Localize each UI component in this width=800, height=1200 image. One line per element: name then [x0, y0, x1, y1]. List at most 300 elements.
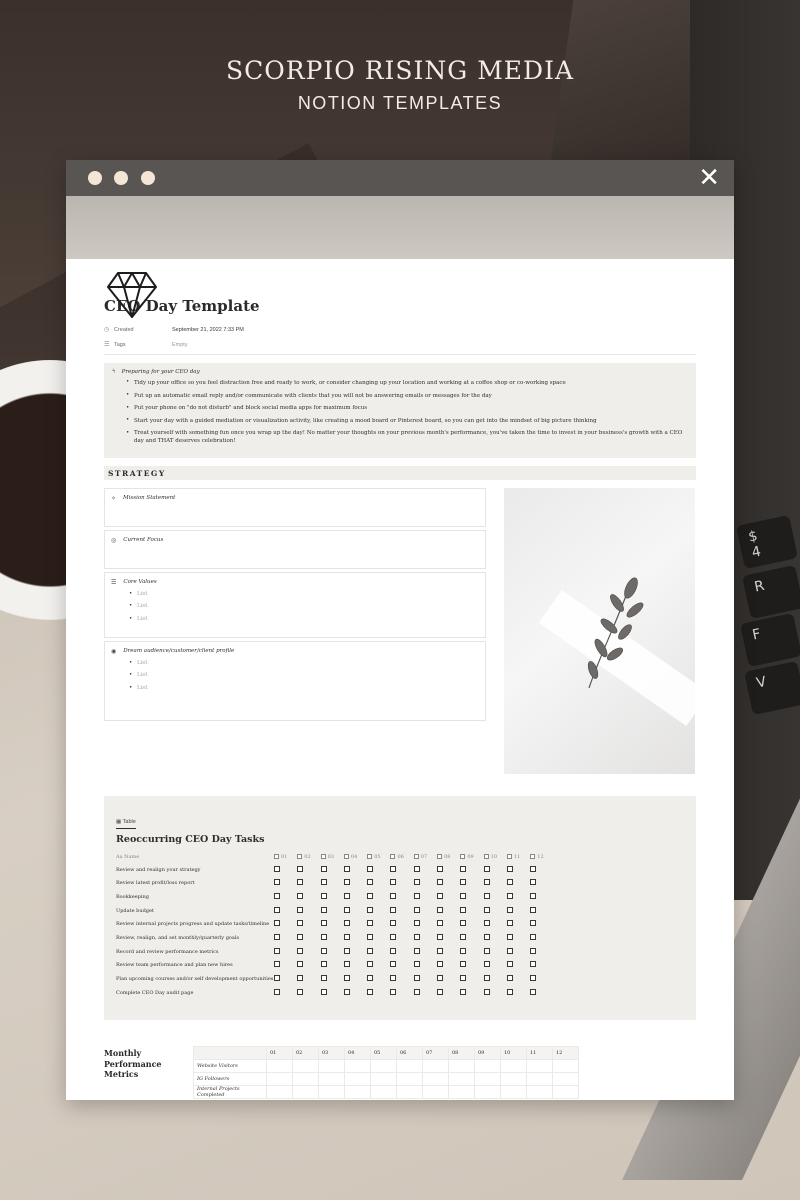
- task-checkbox[interactable]: [414, 920, 420, 926]
- task-checkbox[interactable]: [484, 948, 490, 954]
- task-name[interactable]: Complete CEO Day audit page: [116, 989, 194, 996]
- metrics-row: [194, 1085, 579, 1098]
- task-name[interactable]: Review latest profit/loss report: [116, 880, 195, 887]
- task-checkbox[interactable]: [390, 907, 396, 913]
- task-checkbox[interactable]: [297, 934, 303, 940]
- task-cell: [530, 879, 553, 887]
- person-icon: ◉: [111, 647, 117, 655]
- metrics-row-label[interactable]: Website Visitors: [194, 1059, 267, 1072]
- task-cell: [507, 934, 530, 942]
- metrics-cell[interactable]: [397, 1072, 423, 1085]
- task-cell: [507, 989, 530, 997]
- task-checkbox[interactable]: [344, 961, 350, 967]
- task-checkbox[interactable]: [274, 920, 280, 926]
- column-header-12[interactable]: [530, 854, 553, 860]
- card-heading: [111, 648, 479, 655]
- card-title: Dream audience/customer/client profile: [123, 648, 235, 655]
- task-checkbox[interactable]: [367, 948, 373, 954]
- task-checkbox[interactable]: [507, 948, 513, 954]
- task-checkbox[interactable]: [460, 961, 466, 967]
- metrics-column-header[interactable]: 08: [449, 1046, 475, 1059]
- task-checkbox[interactable]: [390, 934, 396, 940]
- task-name[interactable]: Review and realign your strategy: [116, 866, 201, 873]
- table-row[interactable]: [116, 986, 684, 1000]
- task-name[interactable]: Review, realign, and set monthly/quarterly goals: [116, 935, 240, 942]
- checkbox-type-icon: [297, 854, 302, 859]
- task-name[interactable]: Update budget: [116, 907, 154, 914]
- metrics-row: [194, 1072, 579, 1085]
- callout-heading: [112, 369, 688, 377]
- tab-table[interactable]: [116, 819, 136, 829]
- list-item[interactable]: • List: [129, 603, 479, 609]
- task-checkbox[interactable]: [460, 866, 466, 872]
- task-checkbox[interactable]: [530, 866, 536, 872]
- task-checkbox[interactable]: [390, 879, 396, 885]
- table-row[interactable]: [116, 931, 684, 945]
- task-checkbox[interactable]: [460, 948, 466, 954]
- task-checkbox[interactable]: [390, 989, 396, 995]
- metrics-cell[interactable]: [319, 1072, 345, 1085]
- close-icon[interactable]: ✕: [698, 163, 720, 193]
- task-checkbox[interactable]: [530, 948, 536, 954]
- metrics-column-header[interactable]: 05: [371, 1046, 397, 1059]
- metrics-body: [194, 1059, 579, 1098]
- task-cell: [367, 961, 390, 969]
- task-checkbox[interactable]: [367, 879, 373, 885]
- task-cell: [437, 907, 460, 915]
- metrics-column-header[interactable]: 02: [293, 1046, 319, 1059]
- table-row[interactable]: [116, 945, 684, 959]
- card-dream-audience[interactable]: [104, 641, 486, 721]
- brand-header: [0, 56, 800, 114]
- task-checkbox[interactable]: [390, 920, 396, 926]
- task-checkbox[interactable]: [344, 934, 350, 940]
- task-name[interactable]: Bookkeeping: [116, 893, 149, 900]
- task-checkbox[interactable]: [460, 920, 466, 926]
- list-item[interactable]: • List: [129, 591, 479, 597]
- task-cell: [460, 907, 483, 915]
- metrics-column-header[interactable]: 12: [553, 1046, 579, 1059]
- task-checkbox[interactable]: [297, 961, 303, 967]
- task-checkbox[interactable]: [297, 893, 303, 899]
- task-checkbox[interactable]: [414, 975, 420, 981]
- column-header-03[interactable]: [321, 854, 344, 860]
- column-header-label: 09: [467, 853, 474, 860]
- task-cell: [390, 893, 413, 901]
- task-checkbox[interactable]: [507, 920, 513, 926]
- property-created[interactable]: [104, 322, 696, 337]
- task-checkbox[interactable]: [297, 866, 303, 872]
- task-checkbox[interactable]: [297, 975, 303, 981]
- card-current-focus[interactable]: [104, 530, 486, 569]
- metrics-cell[interactable]: [553, 1059, 579, 1072]
- task-cell: [274, 975, 297, 983]
- metrics-cell[interactable]: [345, 1085, 371, 1098]
- metrics-cell[interactable]: [319, 1059, 345, 1072]
- task-checkbox[interactable]: [274, 879, 280, 885]
- metrics-cell[interactable]: [527, 1085, 553, 1098]
- sparkle-icon: ✧: [111, 494, 117, 502]
- task-checkbox[interactable]: [321, 961, 327, 967]
- task-checkbox[interactable]: [297, 948, 303, 954]
- metrics-column-header[interactable]: 04: [345, 1046, 371, 1059]
- task-cell: [321, 989, 344, 997]
- task-checkbox[interactable]: [437, 907, 443, 913]
- task-cell: [530, 866, 553, 874]
- task-checkbox[interactable]: [390, 961, 396, 967]
- task-checkbox[interactable]: [414, 948, 420, 954]
- window-dot-1[interactable]: [88, 171, 102, 185]
- column-header-09[interactable]: [460, 854, 483, 860]
- task-checkbox[interactable]: [297, 879, 303, 885]
- task-checkbox[interactable]: [460, 934, 466, 940]
- metrics-cell[interactable]: [527, 1072, 553, 1085]
- column-header-05[interactable]: [367, 854, 390, 860]
- metrics-cell[interactable]: [267, 1085, 293, 1098]
- metrics-column-header[interactable]: 11: [527, 1046, 553, 1059]
- task-checkbox[interactable]: [367, 961, 373, 967]
- metrics-cell[interactable]: [397, 1085, 423, 1098]
- task-cell: [390, 961, 413, 969]
- key-v: V: [744, 661, 800, 715]
- task-checkbox[interactable]: [297, 907, 303, 913]
- metrics-column-header[interactable]: 07: [423, 1046, 449, 1059]
- task-cell: [414, 989, 437, 997]
- task-cell: [414, 948, 437, 956]
- tasks-table-title: Reoccurring CEO Day Tasks: [116, 833, 265, 845]
- metrics-cell[interactable]: [475, 1085, 501, 1098]
- window-dot-3[interactable]: [141, 171, 155, 185]
- metrics-cell[interactable]: [267, 1059, 293, 1072]
- task-cell: [460, 934, 483, 942]
- task-cell: [460, 866, 483, 874]
- task-checkbox[interactable]: [367, 893, 373, 899]
- task-checkbox[interactable]: [460, 893, 466, 899]
- task-name[interactable]: Review internal projects progress and update tasks/timeline: [116, 921, 270, 928]
- column-header-label: 10: [490, 853, 498, 860]
- task-checkbox[interactable]: [367, 907, 373, 913]
- metrics-cell[interactable]: [475, 1059, 501, 1072]
- task-checkbox[interactable]: [414, 961, 420, 967]
- metrics-cell[interactable]: [423, 1085, 449, 1098]
- task-checkbox[interactable]: [507, 934, 513, 940]
- task-checkbox[interactable]: [484, 961, 490, 967]
- metrics-cell[interactable]: [371, 1072, 397, 1085]
- metrics-cell[interactable]: [371, 1059, 397, 1072]
- task-checkbox[interactable]: [367, 920, 373, 926]
- column-header-06[interactable]: [390, 854, 413, 860]
- task-checkbox[interactable]: [484, 989, 490, 995]
- table-row[interactable]: [116, 863, 684, 877]
- task-checkbox[interactable]: [274, 989, 280, 995]
- checkbox-type-icon: [507, 854, 512, 859]
- task-checkbox[interactable]: [484, 893, 490, 899]
- laptop-keys: [734, 460, 800, 760]
- task-checkbox[interactable]: [530, 893, 536, 899]
- task-checkbox[interactable]: [530, 907, 536, 913]
- task-cell: [507, 893, 530, 901]
- task-checkbox[interactable]: [414, 907, 420, 913]
- task-checkbox[interactable]: [390, 893, 396, 899]
- task-checkbox[interactable]: [484, 866, 490, 872]
- task-checkbox[interactable]: [321, 934, 327, 940]
- task-checkbox[interactable]: [390, 948, 396, 954]
- metrics-cell[interactable]: [293, 1072, 319, 1085]
- task-checkbox[interactable]: [484, 879, 490, 885]
- column-header-11[interactable]: [507, 854, 530, 860]
- task-checkbox[interactable]: [530, 961, 536, 967]
- task-checkbox[interactable]: [344, 989, 350, 995]
- task-checkbox[interactable]: [507, 975, 513, 981]
- task-cell: [484, 948, 507, 956]
- metrics-cell[interactable]: [397, 1059, 423, 1072]
- task-cell: [367, 948, 390, 956]
- task-checkbox[interactable]: [344, 975, 350, 981]
- task-checkbox[interactable]: [414, 866, 420, 872]
- column-header-07[interactable]: [414, 854, 437, 860]
- tab-table-label: Table: [122, 818, 136, 825]
- metrics-cell[interactable]: [501, 1059, 527, 1072]
- metrics-cell[interactable]: [423, 1072, 449, 1085]
- task-checkbox[interactable]: [530, 920, 536, 926]
- task-checkbox[interactable]: [414, 893, 420, 899]
- task-cell: [484, 907, 507, 915]
- task-checkbox[interactable]: [437, 893, 443, 899]
- metrics-cell[interactable]: [319, 1085, 345, 1098]
- strategy-photo: [504, 488, 695, 774]
- metrics-cell[interactable]: [449, 1085, 475, 1098]
- task-cell: [414, 920, 437, 928]
- task-cell: [367, 920, 390, 928]
- task-checkbox[interactable]: [484, 920, 490, 926]
- task-cell: [344, 920, 367, 928]
- metrics-cell[interactable]: [527, 1059, 553, 1072]
- metrics-cell[interactable]: [553, 1085, 579, 1098]
- task-checkbox[interactable]: [507, 907, 513, 913]
- table-row[interactable]: [116, 959, 684, 973]
- task-checkbox[interactable]: [344, 866, 350, 872]
- task-checkbox[interactable]: [321, 920, 327, 926]
- metrics-cell[interactable]: [449, 1072, 475, 1085]
- task-checkbox[interactable]: [274, 934, 280, 940]
- task-cell: [460, 920, 483, 928]
- list-item[interactable]: • List: [129, 672, 479, 678]
- metrics-cell[interactable]: [501, 1085, 527, 1098]
- task-checkbox[interactable]: [460, 879, 466, 885]
- property-key: Tags: [114, 341, 126, 348]
- task-checkbox[interactable]: [274, 866, 280, 872]
- task-cell: [437, 948, 460, 956]
- task-checkbox[interactable]: [414, 989, 420, 995]
- task-checkbox[interactable]: [367, 989, 373, 995]
- task-cell: [344, 948, 367, 956]
- metrics-column-header[interactable]: 10: [501, 1046, 527, 1059]
- task-checkbox[interactable]: [390, 975, 396, 981]
- tasks-table-rows: [116, 863, 684, 1000]
- task-checkbox[interactable]: [321, 866, 327, 872]
- task-checkbox[interactable]: [484, 975, 490, 981]
- task-checkbox[interactable]: [321, 948, 327, 954]
- task-name[interactable]: Plan upcoming courses and/or self development opportunities: [116, 976, 274, 983]
- metrics-cell[interactable]: [553, 1072, 579, 1085]
- task-checkbox[interactable]: [414, 934, 420, 940]
- divider: [104, 354, 696, 355]
- task-checkbox[interactable]: [367, 866, 373, 872]
- task-cell: [297, 961, 320, 969]
- metrics-cell[interactable]: [371, 1085, 397, 1098]
- task-cell: [367, 907, 390, 915]
- table-row[interactable]: [116, 972, 684, 986]
- brand-title: SCORPIO RISING MEDIA: [225, 56, 575, 85]
- task-checkbox[interactable]: [507, 866, 513, 872]
- task-checkbox[interactable]: [460, 975, 466, 981]
- card-title: Current Focus: [123, 537, 164, 544]
- metrics-cell[interactable]: [345, 1059, 371, 1072]
- callout-list: [112, 380, 688, 446]
- task-checkbox[interactable]: [344, 893, 350, 899]
- task-checkbox[interactable]: [507, 961, 513, 967]
- checkbox-type-icon: [530, 854, 535, 859]
- task-cell: [367, 934, 390, 942]
- task-checkbox[interactable]: [344, 948, 350, 954]
- metrics-cell[interactable]: [501, 1072, 527, 1085]
- task-checkbox[interactable]: [390, 866, 396, 872]
- task-cell: [484, 961, 507, 969]
- task-name[interactable]: Review team performance and plan new hires: [116, 962, 233, 969]
- task-cell: [344, 934, 367, 942]
- metrics-cell[interactable]: [293, 1085, 319, 1098]
- task-cell: [437, 989, 460, 997]
- task-name[interactable]: Record and review performance metrics: [116, 948, 219, 955]
- column-header-04[interactable]: [344, 854, 367, 860]
- task-checkbox[interactable]: [297, 989, 303, 995]
- table-row[interactable]: [116, 918, 684, 932]
- task-cell: [367, 893, 390, 901]
- task-checkbox[interactable]: [530, 989, 536, 995]
- task-checkbox[interactable]: [437, 934, 443, 940]
- key-4: $ 4: [736, 515, 798, 569]
- list-item[interactable]: • List: [129, 685, 479, 691]
- task-checkbox[interactable]: [297, 920, 303, 926]
- column-header-02[interactable]: [297, 854, 320, 860]
- task-checkbox[interactable]: [344, 907, 350, 913]
- column-header-01[interactable]: [274, 854, 297, 860]
- task-checkbox[interactable]: [484, 934, 490, 940]
- task-checkbox[interactable]: [321, 879, 327, 885]
- task-checkbox[interactable]: [507, 989, 513, 995]
- task-checkbox[interactable]: [367, 975, 373, 981]
- metrics-row-label[interactable]: Internal Projects Completed: [194, 1085, 267, 1098]
- metrics-column-header[interactable]: 09: [475, 1046, 501, 1059]
- task-cell: [507, 866, 530, 874]
- task-checkbox[interactable]: [437, 920, 443, 926]
- task-checkbox[interactable]: [321, 893, 327, 899]
- task-cell: [390, 866, 413, 874]
- table-row[interactable]: [116, 904, 684, 918]
- metrics-column-header[interactable]: 06: [397, 1046, 423, 1059]
- task-checkbox[interactable]: [274, 975, 280, 981]
- task-checkbox[interactable]: [437, 866, 443, 872]
- task-cell: [297, 934, 320, 942]
- task-checkbox[interactable]: [344, 879, 350, 885]
- task-checkbox[interactable]: [530, 975, 536, 981]
- list-icon: ☰: [104, 342, 110, 348]
- column-header-08[interactable]: [437, 854, 460, 860]
- task-cell: [507, 920, 530, 928]
- table-row[interactable]: [116, 876, 684, 890]
- metrics-cell[interactable]: [267, 1072, 293, 1085]
- task-checkbox[interactable]: [367, 934, 373, 940]
- task-checkbox[interactable]: [437, 989, 443, 995]
- task-checkbox[interactable]: [274, 893, 280, 899]
- task-cell: [460, 989, 483, 997]
- task-checkbox[interactable]: [530, 879, 536, 885]
- task-cell: [274, 879, 297, 887]
- metrics-cell[interactable]: [293, 1059, 319, 1072]
- task-cell: [297, 948, 320, 956]
- task-checkbox[interactable]: [274, 961, 280, 967]
- task-cell: [530, 893, 553, 901]
- metrics-row-label[interactable]: IG Followers: [194, 1072, 267, 1085]
- checkbox-type-icon: [367, 854, 372, 859]
- column-header-10[interactable]: [484, 854, 507, 860]
- card-core-values[interactable]: [104, 572, 486, 638]
- task-checkbox[interactable]: [321, 907, 327, 913]
- metrics-table: [193, 1046, 579, 1099]
- table-row[interactable]: [116, 890, 684, 904]
- task-cell: [390, 879, 413, 887]
- list-item[interactable]: • List: [129, 660, 479, 666]
- column-header-name[interactable]: Aa Name: [116, 853, 140, 860]
- property-tags[interactable]: [104, 337, 696, 352]
- metrics-cell[interactable]: [345, 1072, 371, 1085]
- task-checkbox[interactable]: [437, 975, 443, 981]
- task-checkbox[interactable]: [321, 989, 327, 995]
- task-checkbox[interactable]: [460, 907, 466, 913]
- task-checkbox[interactable]: [437, 879, 443, 885]
- task-checkbox[interactable]: [530, 934, 536, 940]
- task-checkbox[interactable]: [484, 907, 490, 913]
- task-cell: [390, 907, 413, 915]
- task-checkbox[interactable]: [274, 907, 280, 913]
- checkbox-type-icon: [437, 854, 442, 859]
- card-mission-statement[interactable]: [104, 488, 486, 527]
- task-cell: [274, 948, 297, 956]
- metrics-cell[interactable]: [449, 1059, 475, 1072]
- task-checkbox[interactable]: [437, 961, 443, 967]
- task-cell: [530, 989, 553, 997]
- task-checkbox[interactable]: [437, 948, 443, 954]
- task-cell: [484, 893, 507, 901]
- task-checkbox[interactable]: [274, 948, 280, 954]
- task-checkbox[interactable]: [344, 920, 350, 926]
- list-item[interactable]: • List: [129, 616, 479, 622]
- task-cell: [437, 975, 460, 983]
- task-checkbox[interactable]: [507, 893, 513, 899]
- window-dot-2[interactable]: [114, 171, 128, 185]
- task-checkbox[interactable]: [507, 879, 513, 885]
- brand-subtitle: NOTION TEMPLATES: [297, 93, 503, 113]
- metrics-column-header[interactable]: 03: [319, 1046, 345, 1059]
- metrics-cell[interactable]: [423, 1059, 449, 1072]
- task-checkbox[interactable]: [321, 975, 327, 981]
- metrics-column-header[interactable]: 01: [267, 1046, 293, 1059]
- task-checkbox[interactable]: [460, 989, 466, 995]
- task-checkbox[interactable]: [414, 879, 420, 885]
- metrics-cell[interactable]: [475, 1072, 501, 1085]
- task-cell: [530, 920, 553, 928]
- column-header-label: 07: [420, 853, 428, 860]
